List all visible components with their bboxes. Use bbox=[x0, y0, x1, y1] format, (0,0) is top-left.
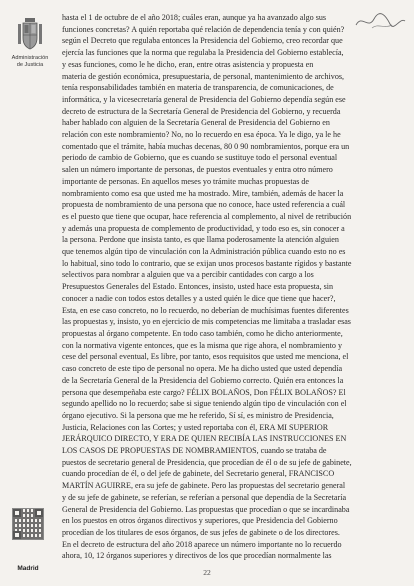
text-line: Presupuestos Generales del Estado. Entonces, insisto, usted hace esta propuesta, sin bbox=[62, 282, 334, 292]
text-line: cese del personal eventual, Es libre, por tanto, esos requisitos que usted me menciona, el bbox=[62, 352, 349, 362]
text-line: y de su jefe de gabinete, se referían, se referían a personal que dependía de la Secretaría bbox=[62, 492, 347, 502]
sidebar bbox=[0, 0, 60, 586]
text-line: selectivos para nombrar a alguien que va a percibir cantidades con cargo a los bbox=[62, 270, 314, 280]
text-line: que tenemos algún tipo de vinculación con la Administración pública cuando esto no es bbox=[62, 247, 346, 257]
text-line: decreto de estructura de la Secretaría General de Presidencia del Gobierno, y recuerda bbox=[62, 106, 341, 116]
text-line: propuesta de nombramiento de una persona que no conoce, hace usted referencia a cuál bbox=[62, 200, 346, 210]
text-line: cuando procedían de él, o del jefe de gabinete, del Secretario general, FRANCISCO bbox=[62, 469, 335, 479]
transcript-body bbox=[62, 12, 407, 562]
text-line: según el Decreto que regulaba entonces la Presidencia del Gobierno, creo recordar que bbox=[62, 36, 343, 46]
text-line: tenía responsabilidades también en materia de transparencia, de comunicaciones, de bbox=[62, 83, 334, 93]
text-line: con la normativa vigente entonces, que es la misma que rige ahora, el nombramiento y bbox=[62, 340, 343, 350]
text-line: conocer a nadie con todos estos detalles y a usted quién le dice que tiene que hacer?, bbox=[62, 293, 336, 303]
text-line: funciones concretas? A quién reportaba qué relación de dependencia tenía y con quién? bbox=[62, 24, 345, 34]
page-number: 22 bbox=[203, 568, 211, 577]
text-line: periodo de cambio de Gobierno, que es cuando se sustituye todo el personal eventual bbox=[62, 153, 338, 163]
text-line: caso concreto de este tipo de personal no opera. Me ha dicho usted que usted dependía bbox=[62, 364, 343, 374]
text-line: ahora, 10, 12 órganos superiores y directivos de los que procedían normalmente las bbox=[62, 551, 332, 561]
text-line: informática, y la vicesecretaría general de Presidencia del Gobierno dependía según ese bbox=[62, 94, 346, 104]
text-line: Justicia, Relaciones con las Cortes; y usted reportaba con él, ERA MI SUPERIOR bbox=[62, 422, 329, 432]
text-line: persona que desempeñaba este cargo? FÉLIX BOLAÑOS, Don FÉLIX BOLAÑOS? El bbox=[62, 387, 346, 397]
text-line: salen un número importante de personas, de puestos eventuales y entra otro número bbox=[62, 165, 333, 175]
text-line: Esta, en ese caso concreto, no lo recuerdo, no deberían de muchísimas fuentes diferentes bbox=[62, 305, 349, 315]
text-line: y además una propuesta de complemento de productividad, y todo eso es, sin conocer a bbox=[62, 223, 345, 233]
text-line: es el puesto que tiene que ocupar, hace referencia al complemento, al nivel de retribución bbox=[62, 211, 352, 221]
text-line: En el decreto de estructura del año 2018 aparece un número importante no lo recuerdo bbox=[62, 539, 342, 549]
text-line: de la Secretaría General de la Presidencia del Gobierno correcto. Quién era entonces la bbox=[62, 375, 344, 385]
text-line: haber hablado con alguien de la Secretaría General de Presidencia del Gobierno en bbox=[62, 118, 330, 128]
text-line: hasta el 1 de octubre de el año 2018; cuáles eran, aunque ya ha avanzado algo sus bbox=[62, 13, 327, 22]
text-line: relación con este nombramiento? No, no lo recuerdo en esa época. Ya le digo, ya le he bbox=[62, 130, 341, 140]
org-line-2: de Justicia bbox=[16, 61, 44, 68]
coat-of-arms-icon bbox=[16, 18, 44, 50]
text-line: General de Presidencia del Gobierno. Las propuestas que procedían o que se incardinaba bbox=[62, 504, 350, 514]
text-line: procedían de los titulares de esos órganos, de sus jefes de gabinete o de los directores. bbox=[62, 527, 340, 537]
text-line: propuestas al órgano competente. En todo caso también, como he dicho anteriormente, bbox=[62, 328, 343, 338]
city-label: Madrid bbox=[17, 565, 39, 572]
text-line: importante de personas. En aquellos meses yo trámite muchas propuestas de bbox=[62, 176, 310, 186]
qr-code-icon bbox=[13, 509, 43, 539]
text-line: comentado que el trámite, había muchas decenas, 80 0 90 nombramientos, porque era un bbox=[62, 141, 350, 151]
text-line: segundo apellido no lo recuerdo; sabe si sigue teniendo algún tipo de vinculación con el bbox=[62, 399, 347, 409]
text-line: y esas funciones, como le he dicho, eran, entre otras asistencia y propuesta en bbox=[62, 59, 314, 69]
text-line: nombramiento como esa que usted me ha mostrado. Mire, también, además de hacer la bbox=[62, 188, 344, 198]
organization-name bbox=[4, 55, 56, 68]
text-line: órgano ejecutivo. Si la persona que me he referido, Sí sí, es ministro de Presidencia, bbox=[62, 410, 334, 420]
text-line: en los puestos en otros órganos directivos y superiores, que Presidencia del Gobierno bbox=[62, 516, 338, 526]
text-line: LOS CASOS DE PROPUESTAS DE NOMBRAMIENTOS, cuando se trataba de bbox=[62, 446, 327, 456]
text-line: las propuestas y, insisto, yo en ejercicio de mis competencias me limitaba a trasladar esas bbox=[62, 317, 351, 327]
text-line: la persona. Perdone que insista tanto, es que llama poderosamente la atención alguien bbox=[62, 235, 339, 245]
text-line: lo habitual, sino todo lo contrario, que se exijan unos procesos bastante rígidos y bastante bbox=[62, 258, 352, 268]
text-line: JERÁRQUICO DIRECTO, Y ERA DE QUIEN RECIBÍA LAS INSTRUCCIONES EN bbox=[62, 434, 347, 444]
org-line-1: Administración bbox=[11, 55, 49, 61]
text-line: materia de gestión económica, presupuestaria, de personal, mantenimiento de archivos, bbox=[62, 71, 345, 81]
text-line: MARTÍN AGUIRRE, era su jefe de gabinete. Pero las propuestas del secretario general bbox=[62, 481, 346, 491]
text-line: ejercía las funciones que la norma que regulaba la Presidencia del Gobierno establecía, bbox=[62, 48, 344, 58]
text-line: puestos de secretario general de Presidencia, que procedían de él o de su jefe de gabinete, bbox=[62, 457, 352, 467]
